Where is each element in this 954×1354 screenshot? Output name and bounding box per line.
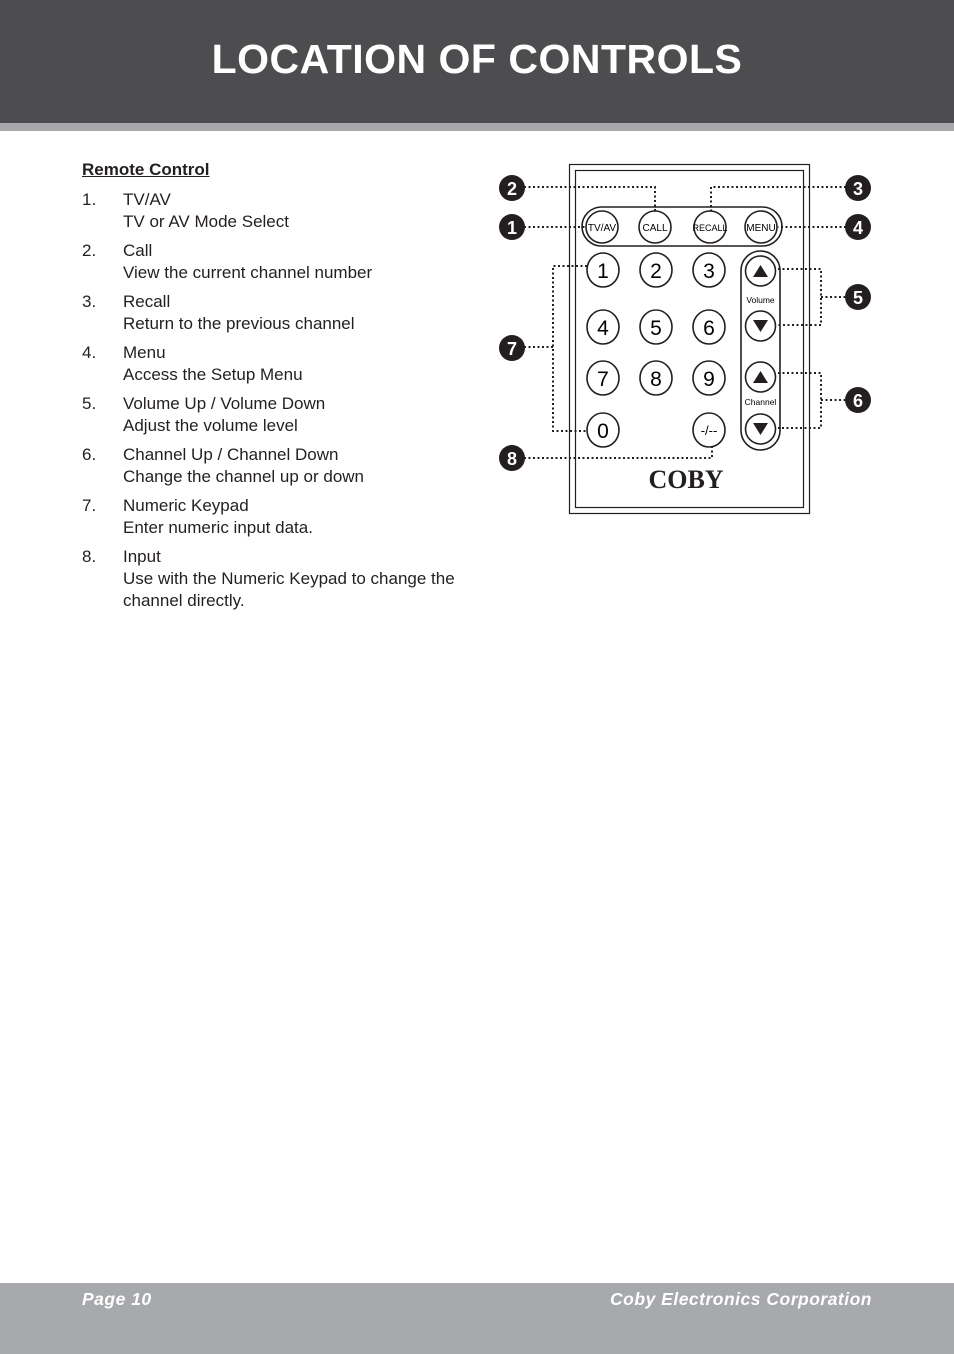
key-1[interactable] bbox=[587, 253, 619, 287]
item-number: 3. bbox=[82, 292, 97, 311]
key-9[interactable] bbox=[693, 361, 725, 395]
key-3-label: 3 bbox=[703, 260, 715, 283]
recall-button[interactable] bbox=[692, 211, 727, 243]
item-name: Call bbox=[123, 241, 153, 260]
key-2[interactable] bbox=[640, 253, 672, 287]
item-number: 4. bbox=[82, 343, 97, 362]
key-2-label: 2 bbox=[650, 260, 662, 283]
section-heading: Remote Control bbox=[82, 160, 210, 179]
key-0-label: 0 bbox=[597, 420, 609, 443]
item-description: View the current channel number bbox=[123, 263, 373, 282]
callout-3-label: 3 bbox=[852, 179, 864, 199]
key-7[interactable] bbox=[587, 361, 619, 395]
callout-1-label: 1 bbox=[506, 218, 518, 238]
company-name: Coby Electronics Corporation bbox=[610, 1289, 872, 1309]
key-8-label: 8 bbox=[650, 368, 662, 391]
callout-2 bbox=[499, 175, 525, 201]
key-5-label: 5 bbox=[650, 317, 662, 340]
volume-label: Volume bbox=[746, 295, 775, 305]
item-name: Numeric Keypad bbox=[123, 496, 249, 515]
key-9-label: 9 bbox=[703, 368, 715, 391]
call-label: CALL bbox=[642, 223, 668, 234]
input-key-label: -/-- bbox=[700, 423, 718, 438]
callout-8-label: 8 bbox=[506, 449, 518, 469]
item-number: 7. bbox=[82, 496, 97, 515]
callout-5-label: 5 bbox=[852, 288, 864, 308]
callout-7-label: 7 bbox=[506, 339, 518, 359]
item-name: Menu bbox=[123, 343, 166, 362]
brand-logo: COBY bbox=[648, 465, 724, 494]
menu-button[interactable] bbox=[745, 211, 777, 243]
input-key[interactable] bbox=[693, 413, 725, 447]
item-name: TV/AV bbox=[123, 190, 171, 209]
callout-5 bbox=[845, 284, 871, 310]
callout-6-label: 6 bbox=[852, 391, 864, 411]
item-name: Channel Up / Channel Down bbox=[123, 445, 339, 464]
item-number: 5. bbox=[82, 394, 97, 413]
callout-6 bbox=[845, 387, 871, 413]
callout-1 bbox=[499, 214, 525, 240]
volume-down-button[interactable] bbox=[746, 311, 776, 341]
key-0[interactable] bbox=[587, 413, 619, 447]
page-title: LOCATION OF CONTROLS bbox=[211, 36, 743, 82]
volume-up-button[interactable] bbox=[746, 256, 776, 286]
menu-label: MENU bbox=[746, 223, 776, 234]
callout-4-label: 4 bbox=[852, 218, 864, 238]
callout-3 bbox=[845, 175, 871, 201]
item-description: TV or AV Mode Select bbox=[123, 212, 289, 231]
key-6-label: 6 bbox=[703, 317, 715, 340]
key-8[interactable] bbox=[640, 361, 672, 395]
channel-down-button[interactable] bbox=[746, 414, 776, 444]
callout-7 bbox=[499, 335, 525, 361]
item-number: 2. bbox=[82, 241, 97, 260]
item-description: Return to the previous channel bbox=[123, 314, 355, 333]
item-number: 8. bbox=[82, 547, 97, 566]
callout-8 bbox=[499, 445, 525, 471]
tv-av-button[interactable] bbox=[586, 211, 618, 243]
item-number: 1. bbox=[82, 190, 97, 209]
item-description: Enter numeric input data. bbox=[123, 518, 313, 537]
item-number: 6. bbox=[82, 445, 97, 464]
page-number: Page 10 bbox=[82, 1289, 152, 1309]
callout-2-label: 2 bbox=[506, 179, 518, 199]
callout-4 bbox=[845, 214, 871, 240]
recall-label: RECALL bbox=[692, 223, 728, 233]
item-name: Recall bbox=[123, 292, 171, 311]
item-name: Input bbox=[123, 547, 161, 566]
tv-av-label: TV/AV bbox=[587, 223, 617, 234]
item-name: Volume Up / Volume Down bbox=[123, 394, 326, 413]
key-5[interactable] bbox=[640, 310, 672, 344]
item-description: Use with the Numeric Keypad to change the channel directly. bbox=[123, 569, 455, 610]
key-3[interactable] bbox=[693, 253, 725, 287]
item-description: Adjust the volume level bbox=[123, 416, 298, 435]
key-1-label: 1 bbox=[597, 260, 609, 283]
key-7-label: 7 bbox=[597, 368, 609, 391]
call-button[interactable] bbox=[639, 211, 671, 243]
key-4[interactable] bbox=[587, 310, 619, 344]
key-4-label: 4 bbox=[597, 317, 609, 340]
channel-up-button[interactable] bbox=[746, 362, 776, 392]
key-6[interactable] bbox=[693, 310, 725, 344]
channel-label: Channel bbox=[744, 397, 777, 407]
item-description: Change the channel up or down bbox=[123, 467, 365, 486]
item-description: Access the Setup Menu bbox=[123, 365, 303, 384]
